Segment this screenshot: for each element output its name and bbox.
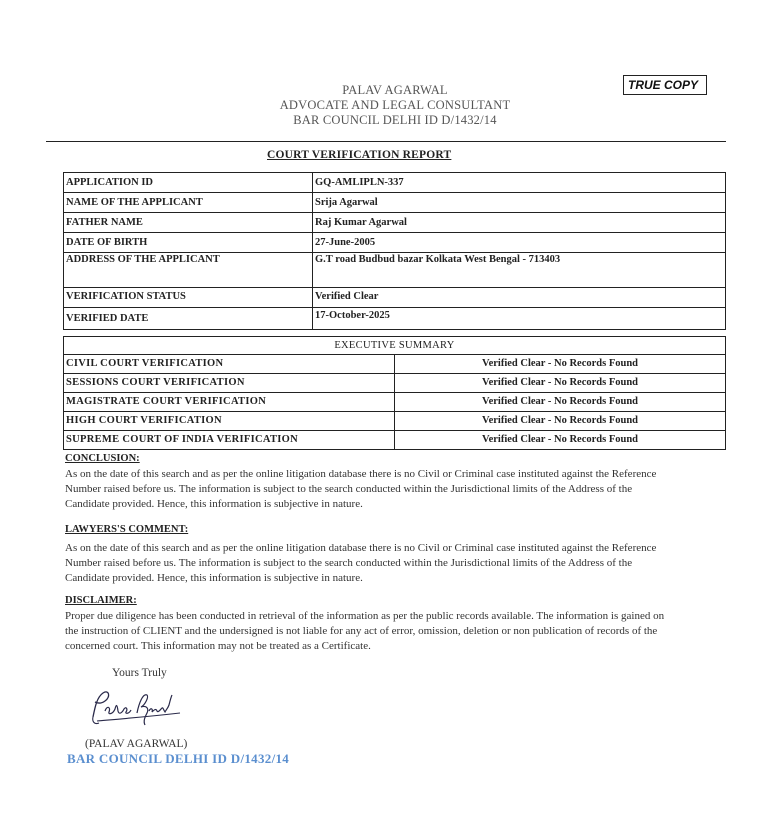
detail-label: DATE OF BIRTH xyxy=(64,233,313,253)
text-line: Candidate provided. Hence, this information is subjective in nature. xyxy=(65,498,363,510)
text-line: Number raised before us. The information is subject to the search conducted within the Jurisdictional limits of the Address of the xyxy=(65,483,633,495)
detail-value: Srija Agarwal xyxy=(313,193,726,213)
text-line: As on the date of this search and as per the online litigation database there is no Civil or Criminal case instituted against the Reference xyxy=(65,542,657,554)
summary-value: Verified Clear - No Records Found xyxy=(395,431,726,450)
comment-text xyxy=(65,541,725,586)
detail-value: 17-October-2025 xyxy=(313,308,726,330)
text-line: Number raised before us. The information is subject to the search conducted within the Jurisdictional limits of the Address of the xyxy=(65,557,633,569)
text-line: Proper due diligence has been conducted in retrieval of the information as per the public records available. The information is gained on xyxy=(65,610,665,622)
lawyer-name: PALAV AGARWAL xyxy=(342,83,448,97)
closing-text: Yours Truly xyxy=(112,667,167,679)
detail-label: NAME OF THE APPLICANT xyxy=(64,193,313,213)
table-row xyxy=(64,393,726,412)
table-row xyxy=(64,431,726,450)
text-line: the instruction of CLIENT and the undersigned is not liable for any act of error, omission, deletion or non publication of records of the xyxy=(65,625,658,637)
detail-value: G.T road Budbud bazar Kolkata West Bengal - 713403 xyxy=(313,253,726,288)
summary-label: HIGH COURT VERIFICATION xyxy=(64,412,395,431)
conclusion-heading: CONCLUSION: xyxy=(65,453,140,464)
summary-value: Verified Clear - No Records Found xyxy=(395,412,726,431)
lawyer-role: ADVOCATE AND LEGAL CONSULTANT xyxy=(279,98,511,112)
disclaimer-text xyxy=(65,609,725,654)
applicant-details-table xyxy=(63,172,726,330)
report-title: COURT VERIFICATION REPORT xyxy=(267,149,452,161)
detail-value: Raj Kumar Agarwal xyxy=(313,213,726,233)
detail-value: GQ-AMLIPLN-337 xyxy=(313,173,726,193)
table-row xyxy=(64,173,726,193)
table-row xyxy=(64,308,726,330)
detail-label: VERIFICATION STATUS xyxy=(64,288,313,308)
header-divider xyxy=(46,141,726,142)
summary-label: CIVIL COURT VERIFICATION xyxy=(64,355,395,374)
detail-label: APPLICATION ID xyxy=(64,173,313,193)
summary-value: Verified Clear - No Records Found xyxy=(395,374,726,393)
table-row xyxy=(64,233,726,253)
text-line: As on the date of this search and as per the online litigation database there is no Civil or Criminal case instituted against the Reference xyxy=(65,468,657,480)
summary-value: Verified Clear - No Records Found xyxy=(395,393,726,412)
detail-value: Verified Clear xyxy=(313,288,726,308)
table-row xyxy=(64,412,726,431)
table-row xyxy=(64,374,726,393)
disclaimer-heading: DISCLAIMER: xyxy=(65,595,137,606)
text-line: concerned court. This information may not be treated as a Certificate. xyxy=(65,640,371,652)
table-row xyxy=(64,337,726,355)
detail-label: ADDRESS OF THE APPLICANT xyxy=(64,253,313,288)
executive-summary-table xyxy=(63,336,726,450)
signature xyxy=(85,683,185,733)
table-row xyxy=(64,355,726,374)
detail-value: 27-June-2005 xyxy=(313,233,726,253)
summary-heading: EXECUTIVE SUMMARY xyxy=(64,337,726,355)
summary-label: SUPREME COURT OF INDIA VERIFICATION xyxy=(64,431,395,450)
signatory-name: (PALAV AGARWAL) xyxy=(85,738,188,750)
true-copy-stamp: TRUE COPY xyxy=(623,75,707,95)
detail-label: FATHER NAME xyxy=(64,213,313,233)
table-row xyxy=(64,193,726,213)
table-row xyxy=(64,253,726,288)
table-row xyxy=(64,213,726,233)
text-line: Candidate provided. Hence, this information is subjective in nature. xyxy=(65,572,363,584)
summary-label: SESSIONS COURT VERIFICATION xyxy=(64,374,395,393)
conclusion-text xyxy=(65,467,725,512)
lawyer-bar-id: BAR COUNCIL DELHI ID D/1432/14 xyxy=(293,113,497,127)
summary-label: MAGISTRATE COURT VERIFICATION xyxy=(64,393,395,412)
signatory-bar-id: BAR COUNCIL DELHI ID D/1432/14 xyxy=(67,751,290,766)
summary-value: Verified Clear - No Records Found xyxy=(395,355,726,374)
comment-heading: LAWYERS'S COMMENT: xyxy=(65,524,189,535)
detail-label: VERIFIED DATE xyxy=(64,308,313,330)
table-row xyxy=(64,288,726,308)
